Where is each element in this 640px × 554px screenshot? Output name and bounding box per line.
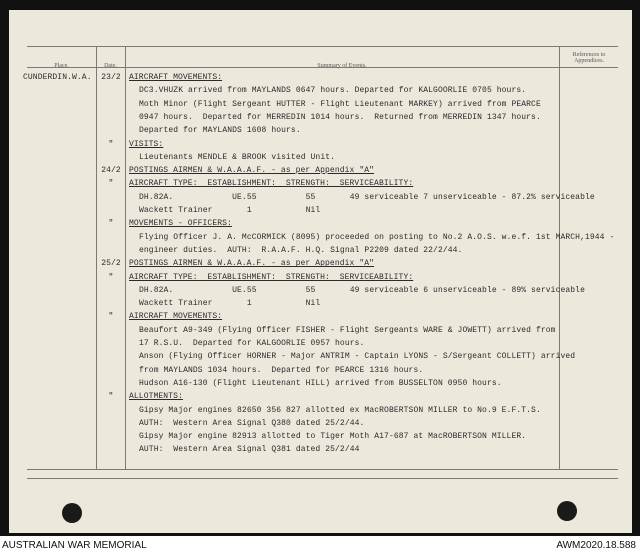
entry-date bbox=[98, 324, 124, 338]
entry-text: Hudson A16-130 (Flight Lieutenant HILL) arrived from BUSSELTON 0950 hours. bbox=[139, 378, 502, 388]
entry-text: from MAYLANDS 1034 hours. Departed for PEARCE 1316 hours. bbox=[139, 365, 424, 375]
entry-line bbox=[9, 310, 632, 324]
entry-date: " bbox=[108, 219, 114, 229]
entry-text: DH.82A. UE.55 55 49 serviceable 6 unserviceable - 89% serviceable bbox=[139, 285, 585, 295]
entry-heading: AIRCRAFT MOVEMENTS: bbox=[129, 312, 223, 322]
header-date: Date. bbox=[104, 63, 117, 69]
entry-date bbox=[98, 151, 124, 165]
entry-date: " bbox=[108, 392, 114, 402]
header-references bbox=[559, 52, 619, 64]
entry-date bbox=[98, 443, 124, 457]
entry-text: Wackett Trainer 1 Nil bbox=[139, 206, 321, 215]
entry-heading: POSTINGS AIRMEN & W.A.A.A.F. - as per Appendix "A" bbox=[129, 259, 375, 269]
entry-date bbox=[98, 111, 124, 125]
entry-heading: MOVEMENTS - OFFICERS: bbox=[129, 219, 232, 229]
punch-hole-left bbox=[62, 503, 82, 523]
footer-accession: AWM2020.18.588 bbox=[556, 540, 636, 551]
entry-line bbox=[9, 417, 632, 431]
bottom-rule-2 bbox=[27, 478, 618, 479]
entry-text: 0947 hours. Departed for MERREDIN 1014 hours. Returned from MERREDIN 1347 hours. bbox=[139, 112, 541, 122]
entry-date bbox=[98, 377, 124, 391]
entry-date bbox=[98, 191, 124, 205]
entry-text: AUTH: Western Area Signal Q381 dated 25/2/44 bbox=[139, 445, 360, 455]
entry-line bbox=[9, 443, 632, 457]
entry-line bbox=[9, 244, 632, 258]
entry-date bbox=[98, 417, 124, 431]
entry-place: CUNDERDIN.W.A. bbox=[23, 73, 92, 82]
entry-heading: VISITS: bbox=[129, 139, 164, 149]
entry-text: Anson (Flying Officer HORNER - Major ANTRIM - Captain LYONS - S/Sergeant COLLETT) arrived bbox=[139, 352, 576, 362]
entry-date bbox=[98, 84, 124, 98]
entry-line bbox=[9, 271, 632, 285]
entry-line bbox=[9, 350, 632, 364]
entry-line bbox=[9, 177, 632, 191]
entry-date bbox=[98, 404, 124, 418]
header-references-line1: References to bbox=[572, 52, 606, 58]
header-summary: Summary of Events. bbox=[317, 63, 367, 69]
entry-line bbox=[9, 217, 632, 231]
entry-heading: AIRCRAFT TYPE: ESTABLISHMENT: STRENGTH: SERVICEABILITY: bbox=[129, 179, 414, 189]
entry-line bbox=[9, 404, 632, 418]
top-rule bbox=[27, 46, 618, 47]
entry-date bbox=[98, 204, 124, 218]
entry-date bbox=[98, 364, 124, 378]
header-references-line2: Appendices. bbox=[574, 58, 604, 64]
entry-text: DH.82A. UE.55 55 49 serviceable 7 unserviceable - 87.2% serviceable bbox=[139, 192, 595, 202]
entry-line bbox=[9, 151, 632, 165]
entry-date: " bbox=[108, 312, 114, 322]
entry-heading: POSTINGS AIRMEN & W.A.A.A.F. - as per Appendix "A" bbox=[129, 166, 375, 176]
entry-text: Lieutenants MENDLE & BROOK visited Unit. bbox=[139, 152, 336, 162]
footer-institution: AUSTRALIAN WAR MEMORIAL bbox=[2, 540, 147, 551]
entry-line bbox=[9, 191, 632, 205]
entry-date: " bbox=[108, 272, 114, 282]
entry-text: Gipsy Major engines 82650 356 827 allotted ex MacROBERTSON MILLER to No.9 E.F.T.S. bbox=[139, 405, 541, 415]
entry-line bbox=[9, 364, 632, 378]
entry-text: AUTH: Western Area Signal Q380 dated 25/2/44. bbox=[139, 418, 365, 428]
entry-text: 17 R.S.U. Departed for KALGOORLIE 0957 hours. bbox=[139, 339, 365, 348]
header-place: Place. bbox=[54, 63, 69, 69]
entry-date bbox=[98, 244, 124, 258]
entry-text: Beaufort A9-349 (Flying Officer FISHER - Flight Sergeants WARE & JOWETT) arrived from bbox=[139, 325, 556, 335]
entry-line bbox=[9, 231, 632, 245]
entry-date bbox=[98, 430, 124, 444]
punch-hole-right bbox=[557, 501, 577, 521]
entry-text: Moth Minor (Flight Sergeant HUTTER - Flight Lieutenant MARKEY) arrived from PEARCE bbox=[139, 99, 541, 109]
entry-line bbox=[9, 84, 632, 98]
entry-line bbox=[9, 324, 632, 338]
entry-date bbox=[98, 231, 124, 245]
entry-date bbox=[98, 124, 124, 138]
entry-line bbox=[9, 257, 632, 271]
entry-line bbox=[9, 98, 632, 112]
entry-date bbox=[98, 98, 124, 112]
entry-text: Departed for MAYLANDS 1608 hours. bbox=[139, 126, 301, 136]
entry-date bbox=[98, 297, 124, 311]
entry-line bbox=[9, 377, 632, 391]
entry-line bbox=[9, 390, 632, 404]
entry-date bbox=[98, 284, 124, 298]
entry-heading: AIRCRAFT TYPE: ESTABLISHMENT: STRENGTH: SERVICEABILITY: bbox=[129, 272, 414, 282]
entry-line bbox=[9, 111, 632, 125]
entry-date: 25/2 bbox=[101, 259, 121, 269]
entry-heading: AIRCRAFT MOVEMENTS: bbox=[129, 73, 223, 82]
entry-line bbox=[9, 164, 632, 178]
entry-date: 24/2 bbox=[101, 166, 121, 176]
entry-date: " bbox=[108, 179, 114, 189]
entry-text: Gipsy Major engine 82913 allotted to Tiger Moth A17-687 at MacROBERTSON MILLER. bbox=[139, 432, 527, 442]
entry-line bbox=[9, 430, 632, 444]
entry-line bbox=[9, 297, 632, 311]
entry-text: engineer duties. AUTH: R.A.A.F. H.Q. Signal P2209 dated 22/2/44. bbox=[139, 245, 463, 255]
entry-heading: ALLOTMENTS: bbox=[129, 392, 183, 402]
entry-date: 23/2 bbox=[101, 73, 121, 82]
entry-date bbox=[98, 350, 124, 364]
entry-line bbox=[9, 337, 632, 351]
entry-line bbox=[9, 204, 632, 218]
entry-line bbox=[9, 138, 632, 152]
entry-text: DC3.VHUZK arrived from MAYLANDS 0647 hours. Departed for KALGOORLIE 0705 hours. bbox=[139, 86, 527, 96]
entry-date: " bbox=[108, 139, 114, 149]
entry-text: Wackett Trainer 1 Nil bbox=[139, 299, 321, 309]
record-sheet bbox=[9, 10, 632, 533]
entry-line bbox=[9, 284, 632, 298]
entry-text: Flying Officer J. A. McCORMICK (8095) proceeded on posting to No.2 A.O.S. w.e.f. 1st MARCH,1944 - bbox=[139, 232, 615, 242]
bottom-rule bbox=[27, 469, 618, 470]
entry-line bbox=[9, 71, 632, 85]
entry-line bbox=[9, 124, 632, 138]
entry-date bbox=[98, 337, 124, 351]
